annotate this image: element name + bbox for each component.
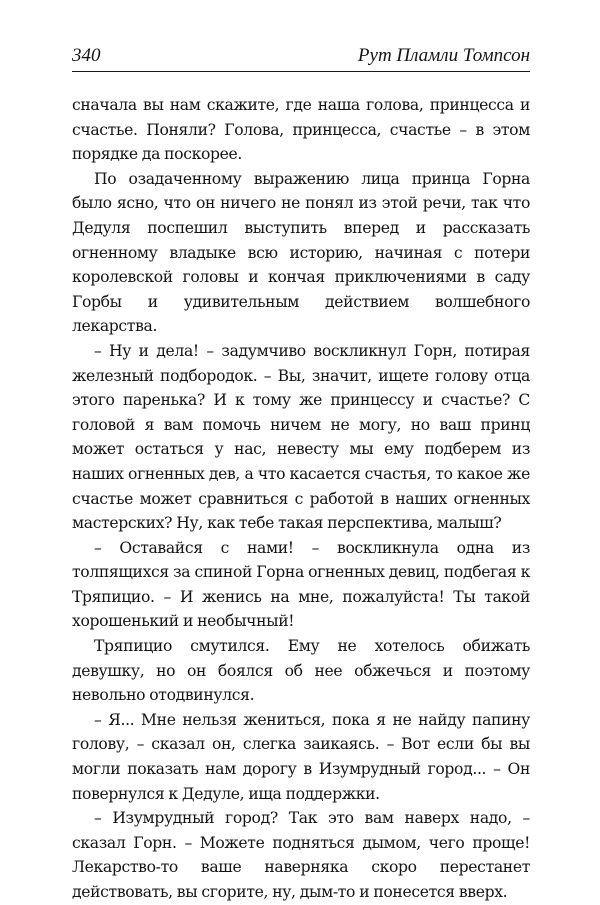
paragraph-3: – Ну и дела! – задумчиво воскликнул Горн, потирая железный подбородок. – Вы, значит, ищете голову отца этого паренька? И к тому же принцессу и счастье? С головой я вам помочь ничем не могу, но ваш принц может остаться у нас, невесту мы ему подберем из наших огненных дев, а что касается счастья, то какое же счастье может сравниться с работой в наших огненных мастерских? Ну, как тебе такая перспектива, малыш? [72, 341, 530, 533]
paragraph-4: – Оставайся с нами! – воскликнула одна из толпящихся за спиной Горна огненных девиц, подбегая к Тряпицио. – И женись на мне, пожалуйста! Ты такой хорошенький и необычный! [72, 538, 530, 631]
text-body [72, 93, 530, 905]
running-head [72, 44, 530, 68]
paragraph-2: По озадаченному выражению лица принца Горна было ясно, что он ничего не понял из этой речи, так что Дедуля поспешил выступить вперед и рассказать огненному владыке всю историю, начиная с потери королевской головы и кончая приключениями в саду Горбы и удивительным действием волшебного лекарства. [72, 169, 530, 336]
running-title: Рут Пламли Томпсон [357, 45, 530, 66]
header-rule [72, 71, 530, 72]
page-number: 340 [72, 45, 101, 66]
paragraph-5: Тряпицио смутился. Ему не хотелось обижать девушку, но он боялся об нее обжечься и поэтому невольно отодвинулся. [72, 637, 530, 705]
paragraph-7: – Изумрудный город? Так это вам наверх надо, – сказал Горн. – Можете подняться дымом, чего проще! Лекарство-то ваше наверняка скоро перестанет действовать, вы сгорите, ну, дым-то и понесется вверх. [72, 809, 530, 901]
paragraph-6: – Я... Мне нельзя жениться, пока я не найду папину голову, – сказал он, слегка заикаясь. – Вот если бы вы могли показать нам дорогу в Изумрудный город... – Он повернулся к Дедуле, ища поддержки. [72, 710, 530, 803]
paragraph-1: сначала вы нам скажите, где наша голова, принцесса и счастье. Поняли? Голова, принцесса, счастье – в этом порядке да поскорее. [72, 96, 530, 164]
